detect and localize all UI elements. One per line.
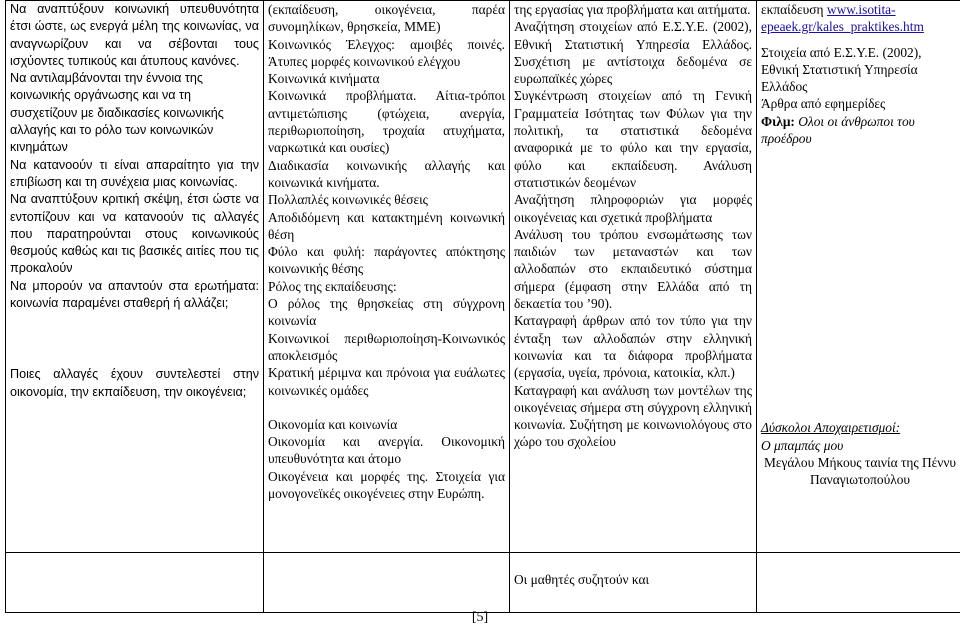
film-title: Δύσκολοι Αποχαιρετισμοί: [761, 420, 901, 436]
activities-cell [510, 1, 757, 553]
empty-cell [757, 553, 960, 613]
activity-line: Αναζήτηση πληροφοριών για μορφές οικογένειας και σχετικά προβλήματα [514, 192, 752, 225]
objective-paragraph: Να αναπτύξουν κριτική σκέψη, έτσι ώστε να εντοπίζουν και να κατανοούν τις αλλαγές που παρατηρούνται στους κοινωνικούς θεσμούς καθώς και τις βασικές αιτίες που τις προκαλούν [10, 192, 259, 276]
activity-line: Αναζήτηση στοιχείων από Ε.Σ.Υ.Ε. (2002), Εθνική Στατιστική Υπηρεσία Ελλάδος. Συσχέτιση με αντίστοιχα δεδομένα σε ευρωπαϊκές χώρες [514, 19, 752, 87]
content-line: Διαδικασία κοινωνικής αλλαγής και κοινωνικά κινήματα. [268, 157, 505, 190]
empty-cell [264, 553, 510, 613]
content-line: Οικονομία και κοινωνία [268, 416, 398, 432]
content-line: Ο ρόλος της θρησκείας στη σύγχρονη κοινωνία [268, 296, 505, 329]
objective-paragraph: Να αναπτύξουν κοινωνική υπευθυνότητα έτσι ώστε, ως ενεργά μέλη της κοινωνίας, να αναγνωρίζουν και να σέβονται τους ισχύοντες τυπικούς και άτυπους κανόνες. [10, 2, 259, 68]
objective-paragraph: Να αντιλαμβάνονται την έννοια της κοινωνικής οργάνωσης και να τη συσχετίζουν με διαδικασίες κοινωνικής αλλαγής και το ρόλο των κοινωνικών κινημάτων [10, 71, 224, 155]
content-cell [264, 1, 510, 553]
content-line: Κρατική μέριμνα και πρόνοια για ευάλωτες κοινωνικές ομάδες [268, 365, 505, 398]
objective-paragraph: Να μπορούν να απαντούν στα ερωτήματα: κοινωνία παραμένει σταθερή ή αλλάζει; [10, 278, 259, 311]
resource-line: Στοιχεία από Ε.Σ.Υ.Ε. (2002), Εθνική Στατιστική Υπηρεσία Ελλάδος [761, 44, 922, 95]
curriculum-table [5, 0, 960, 613]
content-line: Φύλο και φυλή: παράγοντες απόκτησης κοινωνικής θέσης [268, 244, 505, 277]
objectives-cell [6, 1, 264, 553]
activity-line: Καταγραφή και ανάλυση των μοντέλων της οικογένειας σήμερα στη σύγχρονη ελληνική κοινωνία. Συζήτηση με κοινωνιολόγους στο χώρο του σχολείου [514, 382, 752, 450]
content-line: Κοινωνικά προβλήματα. Αίτια-τρόποι αντιμετώπισης (φτώχεια, ανεργία, περιθωριοποίηση, τροχαία ατυχήματα, ναρκωτικά και ουσίες) [268, 88, 505, 156]
content-line: Κοινωνικοί περιθωριοποίηση-Κοινωνικός αποκλεισμός [268, 330, 505, 363]
resource-line [761, 113, 959, 148]
content-line: Οικογένεια και μορφές της. Στοιχεία για μονογονεϊκές οικογένειες στην Ευρώπη. [268, 468, 505, 502]
resource-line: Άρθρα από εφημερίδες [761, 96, 886, 112]
isotita-link[interactable]: www.isotita-epeaek.gr/kales_praktikes.htm [761, 2, 924, 35]
objective-paragraph: Να κατανοούν τι είναι απαραίτητο για την επιβίωση και τη συνέχεια μιας κοινωνίας. [10, 157, 259, 189]
resource-text: εκπαίδευση [761, 2, 824, 17]
film-subtitle: Ο μπαμπάς μου [761, 437, 844, 453]
content-line: Πολλαπλές κοινωνικές θέσεις [268, 192, 428, 208]
content-line: (εκπαίδευση, οικογένεια, παρέα συνομηλίκων, θρησκεία, ΜΜΕ) [268, 2, 505, 35]
content-line: Ρόλος της εκπαίδευσης: [268, 278, 397, 294]
page-number: [5] [471, 610, 489, 625]
objective-paragraph: Ποιες αλλαγές έχουν συντελεστεί στην οικονομία, την εκπαίδευση, την οικογένεια; [10, 367, 259, 399]
film-description: Μεγάλου Μήκους ταινία της Πέννυ Παναγιωτοπούλου [763, 454, 957, 488]
table-row [6, 1, 960, 553]
activity-line: Συγκέντρωση στοιχείων από τη Γενική Γραμματεία Ισότητας των Φύλων για την πολιτική, τα στατιστικά δεδομένα αναφορικά με το φύλο και την εργασία, φύλο και εκπαίδευση. Ανάλυση στατιστικών δεομένων [514, 88, 752, 190]
resources-cell [757, 1, 960, 553]
resource-line [761, 1, 959, 36]
activity-line: Οι μαθητές συζητούν και [510, 553, 757, 613]
content-line: Αποδιδόμενη και κατακτημένη κοινωνική θέση [268, 209, 505, 242]
empty-cell [6, 553, 264, 613]
activity-line: Καταγραφή άρθρων από τον τύπο για την ένταξη των αλλοδαπών στην ελληνική κοινωνία και τα διάφορα προβλήματα (εργασία, υγεία, πρόνοια, κατοικία, κλπ.) [514, 313, 752, 381]
activity-line: Ανάλυση του τρόπου ενσωμάτωσης των παιδιών των μεταναστών και των αλλοδαπών στο εκπαιδευτικό σύστημα σήμερα (έμφαση στην Ελλάδα από τη δεκαετία του ’90). [514, 226, 752, 312]
content-line: Κοινωνικός Έλεγχος: αμοιβές ποινές. Άτυπες μορφές κοινωνικού ελέγχου [268, 36, 505, 69]
content-line: Κοινωνικά κινήματα [268, 71, 380, 87]
activity-line: της εργασίας για προβλήματα και αιτήματα. [514, 2, 751, 17]
film-title: Ολοι οι άνθρωποι του προέδρου [761, 113, 915, 147]
content-line: Οικονομία και ανεργία. Οικονομική υπευθυνότητα και άτομο [268, 434, 505, 467]
film-label: Φιλμ: [761, 113, 795, 129]
table-row [6, 553, 960, 613]
